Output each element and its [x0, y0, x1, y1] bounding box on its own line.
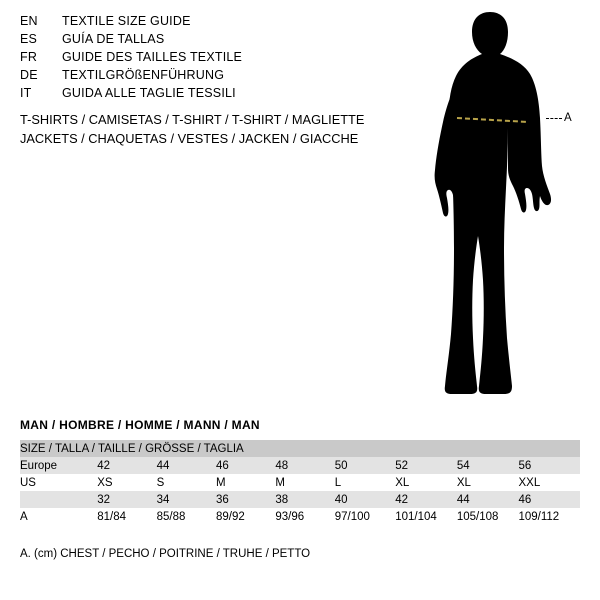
cell-value: 42: [97, 459, 111, 472]
cell-value: L: [334, 476, 342, 489]
cell-value: 105/108: [456, 510, 499, 523]
cell-value: 32: [97, 493, 111, 506]
table-row: [20, 474, 580, 491]
measure-label-a: A: [564, 112, 572, 124]
row-label-europe: Europe: [20, 459, 58, 472]
cell-value: 109/112: [518, 510, 560, 523]
garment-line-tshirts: T-SHIRTS / CAMISETAS / T-SHIRT / T-SHIRT / MAGLIETTE: [20, 112, 365, 127]
cell-value: 50: [334, 459, 348, 472]
cell-value: 54: [456, 459, 470, 472]
language-title: TEXTILGRÖßENFÜHRUNG: [62, 68, 225, 82]
garment-line-jackets: JACKETS / CHAQUETAS / VESTES / JACKEN / GIACCHE: [20, 131, 359, 146]
cell-value: 56: [518, 459, 532, 472]
cell-value: XS: [97, 476, 113, 489]
cell-value: 46: [215, 459, 229, 472]
size-table: [20, 440, 580, 525]
language-row: [20, 14, 400, 32]
language-code: IT: [20, 86, 32, 100]
cell-value: S: [156, 476, 165, 489]
row-label-blank: [20, 491, 97, 508]
cell-value: 44: [156, 459, 170, 472]
cell-value: 40: [334, 493, 348, 506]
row-label-us: US: [20, 476, 36, 489]
cell-value: 89/92: [215, 510, 245, 523]
cell-value: 101/104: [395, 510, 437, 523]
language-row: [20, 68, 400, 86]
cell-value: 38: [275, 493, 289, 506]
male-silhouette-figure: [400, 8, 600, 408]
cell-value: 81/84: [97, 510, 127, 523]
language-code: ES: [20, 32, 38, 46]
language-title: GUIDE DES TAILLES TEXTILE: [62, 50, 243, 64]
table-row: [20, 491, 580, 508]
language-row: [20, 86, 400, 104]
cell-value: M: [215, 476, 226, 489]
cell-value: 44: [456, 493, 470, 506]
cell-value: 93/96: [275, 510, 305, 523]
cell-value: 52: [395, 459, 408, 472]
cell-value: 85/88: [156, 510, 186, 523]
language-row: [20, 32, 400, 50]
garment-type-block: [20, 110, 440, 148]
language-title: GUÍA DE TALLAS: [62, 32, 165, 46]
cell-value: 36: [215, 493, 229, 506]
table-header-row: [20, 440, 580, 457]
cell-value: 46: [518, 493, 532, 506]
cell-value: 48: [275, 459, 289, 472]
cell-value: XL: [395, 476, 410, 489]
language-code: EN: [20, 14, 38, 28]
cell-value: 42: [395, 493, 408, 506]
language-header-block: [20, 14, 400, 104]
cell-value: 97/100: [334, 510, 370, 523]
row-label-a: A: [20, 510, 28, 523]
language-code: DE: [20, 68, 38, 82]
table-row: [20, 508, 580, 525]
cell-value: XXL: [518, 476, 541, 489]
silhouette-icon: [400, 8, 600, 408]
cell-value: M: [275, 476, 285, 489]
language-code: FR: [20, 50, 38, 64]
language-title: GUIDA ALLE TAGLIE TESSILI: [62, 86, 236, 100]
table-header-label: SIZE / TALLA / TAILLE / GRÖSSE / TAGLIA: [20, 442, 244, 455]
table-row: [20, 457, 580, 474]
measure-leader-line: [546, 118, 562, 119]
language-row: [20, 50, 400, 68]
table-footnote: A. (cm) CHEST / PECHO / POITRINE / TRUHE / PETTO: [20, 548, 311, 560]
cell-value: 34: [156, 493, 170, 506]
table-title: MAN / HOMBRE / HOMME / MANN / MAN: [20, 418, 260, 432]
language-title: TEXTILE SIZE GUIDE: [62, 14, 191, 28]
cell-value: XL: [456, 476, 471, 489]
